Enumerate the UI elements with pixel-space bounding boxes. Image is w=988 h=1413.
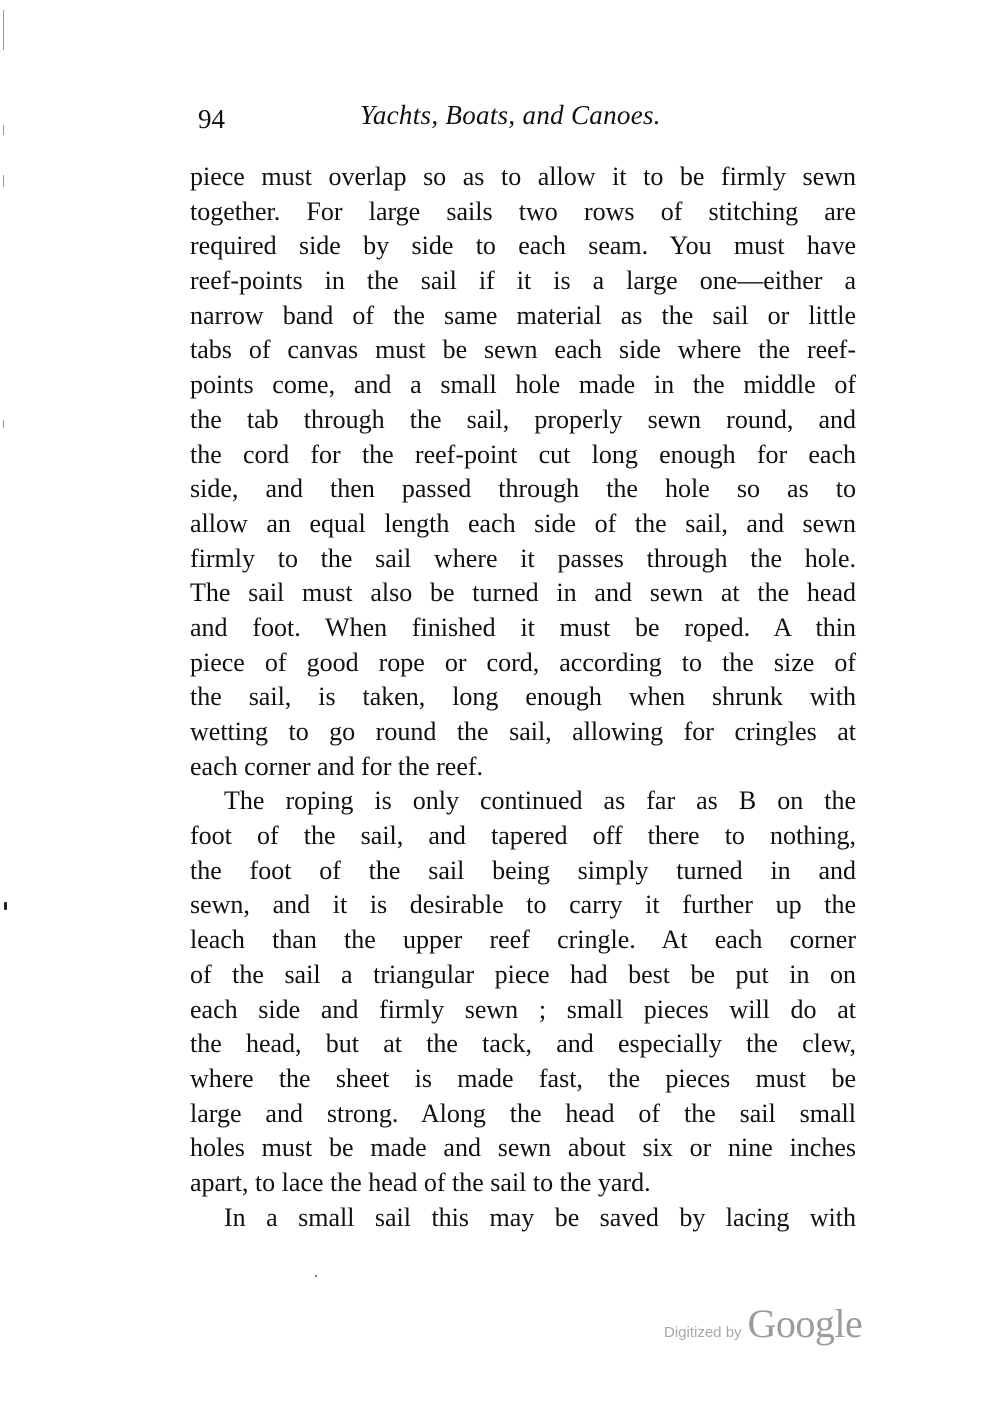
text-line: the sail, is taken, long enough when shrunk with: [190, 682, 856, 712]
watermark-prefix: Digitized by: [664, 1324, 742, 1341]
text-line: sewn, and it is desirable to carry it further up the: [190, 890, 856, 920]
text-line: wetting to go round the sail, allowing for cringles at: [190, 717, 856, 746]
text-line: In a small sail this may be saved by lacing with: [224, 1202, 856, 1232]
text-line: The sail must also be turned in and sewn at the head: [190, 578, 856, 608]
text-line: leach than the upper reef cringle. At each corner: [190, 925, 856, 955]
text-line: each corner and for the reef.: [190, 751, 484, 781]
text-line: side, and then passed through the hole so as to: [190, 474, 856, 504]
scan-edge-mark: [3, 10, 4, 50]
scan-edge-mark: [3, 420, 4, 428]
scan-speck: [315, 1275, 317, 1277]
scan-edge-mark: [3, 175, 4, 187]
text-line: apart, to lace the head of the sail to the yard.: [190, 1167, 651, 1197]
text-line: firmly to the sail where it passes through the hole.: [190, 543, 856, 573]
text-line: of the sail a triangular piece had best be put in on: [190, 959, 856, 989]
scan-edge-mark: [3, 125, 4, 135]
text-line: piece must overlap so as to allow it to be firmly sewn: [190, 162, 856, 191]
text-line: required side by side to each seam. You must have: [190, 231, 856, 261]
text-line: points come, and a small hole made in the middle of: [190, 370, 856, 400]
scan-speck: [4, 902, 7, 910]
text-line: reef-points in the sail if it is a large one—either a: [190, 266, 856, 296]
digitized-watermark: [664, 1300, 862, 1350]
text-line: piece of good rope or cord, according to the size of: [190, 647, 856, 677]
body-text: [190, 160, 856, 1235]
google-logo: Google: [747, 1301, 863, 1346]
text-line: the cord for the reef-point cut long enough for each: [190, 439, 856, 469]
text-line: The roping is only continued as far as B on the: [224, 786, 856, 816]
text-line: large and strong. Along the head of the sail small: [190, 1098, 856, 1128]
text-line: allow an equal length each side of the sail, and sewn: [190, 508, 856, 538]
text-line: foot of the sail, and tapered off there to nothing,: [190, 821, 856, 851]
text-line: narrow band of the same material as the sail or little: [190, 300, 856, 330]
text-line: and foot. When finished it must be roped. A thin: [190, 612, 856, 642]
text-line: together. For large sails two rows of stitching are: [190, 196, 856, 226]
running-header: [190, 96, 858, 136]
text-line: each side and firmly sewn ; small pieces will do at: [190, 994, 856, 1024]
page-number: 94: [198, 104, 225, 134]
text-line: the tab through the sail, properly sewn round, and: [190, 404, 856, 434]
text-line: the foot of the sail being simply turned in and: [190, 855, 856, 885]
running-title: Yachts, Boats, and Canoes.: [360, 100, 661, 130]
text-line: where the sheet is made fast, the pieces must be: [190, 1063, 856, 1093]
text-line: holes must be made and sewn about six or nine inches: [190, 1133, 856, 1163]
text-line: the head, but at the tack, and especially the clew,: [190, 1029, 856, 1059]
text-line: tabs of canvas must be sewn each side where the reef-: [190, 335, 856, 365]
